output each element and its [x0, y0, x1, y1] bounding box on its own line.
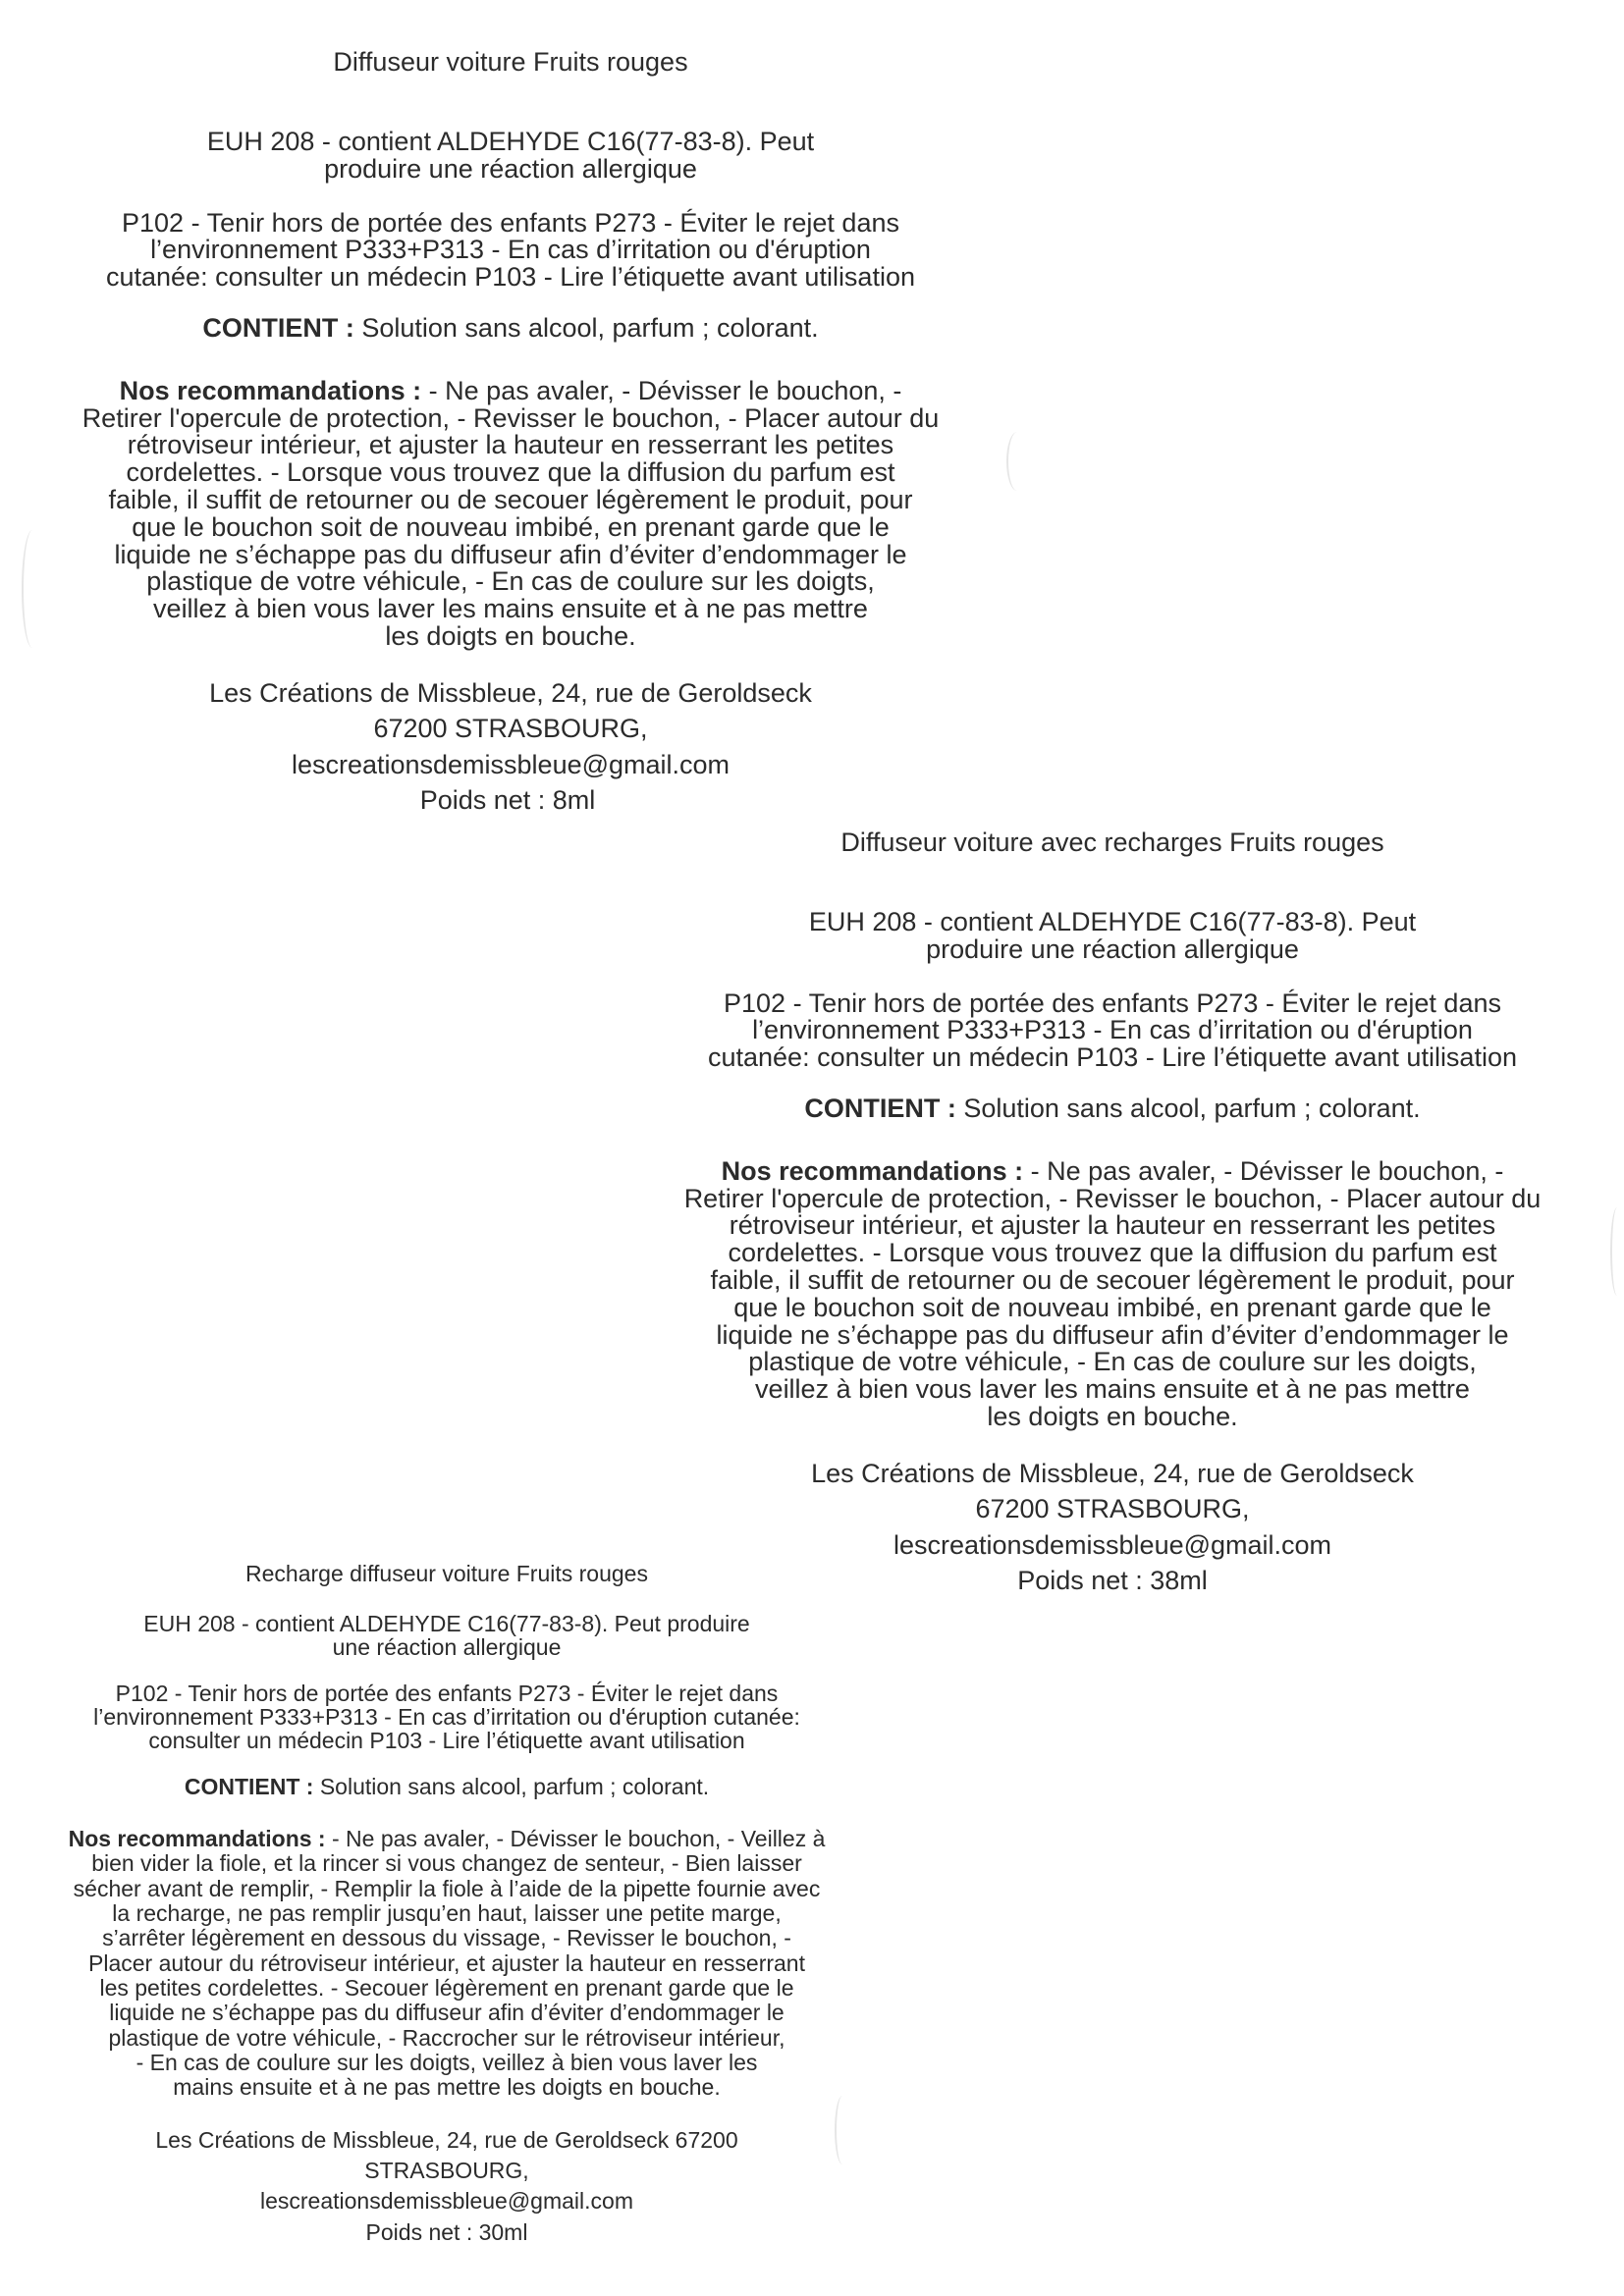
company-line: Les Créations de Missbleue, 24, rue de Geroldseck	[209, 677, 812, 708]
precaution-statement	[15, 1682, 879, 1752]
recs-line: faible, il suffit de retourner ou de secouer légèrement le produit, pour	[710, 1264, 1515, 1295]
label-diffuseur-avec-recharges	[617, 828, 1608, 1599]
contains-text: Solution sans alcool, parfum ; colorant.	[313, 1774, 710, 1800]
recs-line: Placer autour du rétroviseur intérieur, et ajuster la hauteur en resserrant	[88, 1949, 805, 1976]
recs-line: les doigts en bouche.	[385, 620, 636, 651]
company-email: lescreationsdemissbleue@gmail.com	[893, 1529, 1332, 1560]
recs-line: mains ensuite et à ne pas mettre les doigts en bouche.	[173, 2074, 721, 2101]
recs-line: les doigts en bouche.	[987, 1401, 1238, 1431]
precaution-statement	[20, 207, 1001, 293]
label-diffuseur-voiture	[20, 47, 1001, 819]
contains-statement	[617, 1095, 1608, 1123]
hazard-statement	[617, 909, 1608, 964]
precaution-line: consulter un médecin P103 - Lire l’étiquette avant utilisation	[148, 1727, 745, 1753]
company-line: 67200 STRASBOURG,	[373, 714, 648, 744]
recs-line: veillez à bien vous laver les mains ensuite et à ne pas mettre	[153, 594, 868, 624]
recs-line: bien vider la fiole, et la rincer si vous changez de senteur, - Bien laisser	[91, 1850, 802, 1877]
recs-line: s’arrêter légèrement en dessous du vissage, - Revisser le bouchon, -	[102, 1925, 791, 1951]
recs-line: rétroviseur intérieur, et ajuster la hauteur en resserrant les petites	[127, 430, 894, 460]
recs-line: plastique de votre véhicule, - Raccrocher sur le rétroviseur intérieur,	[108, 2024, 785, 2051]
recs-label: Nos recommandations :	[119, 375, 422, 405]
company-line: 67200 STRASBOURG,	[975, 1494, 1250, 1524]
contains-label: CONTIENT :	[804, 1093, 956, 1123]
recs-line: cordelettes. - Lorsque vous trouvez que la diffusion du parfum est	[126, 457, 895, 488]
recs-line: cordelettes. - Lorsque vous trouvez que la diffusion du parfum est	[728, 1238, 1497, 1268]
company-address	[20, 675, 1001, 819]
recs-label: Nos recommandations :	[721, 1155, 1024, 1186]
recs-line: plastique de votre véhicule, - En cas de coulure sur les doigts,	[146, 566, 875, 597]
recs-text: - Ne pas avaler, - Dévisser le bouchon, -	[1023, 1155, 1504, 1186]
recs-line	[15, 1827, 879, 1851]
precaution-line: cutanée: consulter un médecin P103 - Lire l’étiquette avant utilisation	[105, 262, 915, 293]
recs-line: que le bouchon soit de nouveau imbibé, en prenant garde que le	[733, 1292, 1491, 1322]
recs-line: rétroviseur intérieur, et ajuster la hauteur en resserrant les petites	[729, 1210, 1496, 1241]
company-line: Les Créations de Missbleue, 24, rue de Geroldseck 67200	[155, 2127, 738, 2154]
label-title: Recharge diffuseur voiture Fruits rouges	[245, 1561, 648, 1586]
hazard-line: produire une réaction allergique	[926, 934, 1299, 964]
hazard-line: EUH 208 - contient ALDEHYDE C16(77-83-8). Peut produire	[143, 1611, 750, 1636]
recommendations	[15, 1827, 879, 2100]
recs-text: - Ne pas avaler, - Dévisser le bouchon, -	[421, 375, 902, 405]
net-weight: Poids net : 8ml	[419, 785, 596, 816]
recs-line: que le bouchon soit de nouveau imbibé, en prenant garde que le	[132, 511, 890, 542]
recommendations	[617, 1155, 1608, 1431]
precaution-line: P102 - Tenir hors de portée des enfants P273 - Éviter le rejet dans	[724, 988, 1501, 1018]
recommendations	[20, 375, 1001, 651]
recs-line: faible, il suffit de retourner ou de secouer légèrement le produit, pour	[108, 484, 913, 514]
precaution-line: P102 - Tenir hors de portée des enfants P273 - Éviter le rejet dans	[115, 1681, 779, 1707]
recs-line: Retirer l'opercule de protection, - Revisser le bouchon, - Placer autour du	[81, 402, 940, 433]
recs-label: Nos recommandations :	[68, 1826, 326, 1852]
recs-line: liquide ne s’échappe pas du diffuseur afin d’éviter d’endommager le	[716, 1319, 1509, 1350]
hazard-line: une réaction allergique	[332, 1633, 562, 1660]
contains-statement	[20, 312, 1001, 343]
precaution-line: l’environnement P333+P313 - En cas d’irritation ou d'éruption cutanée:	[93, 1704, 800, 1731]
recs-line	[617, 1155, 1608, 1186]
company-line: Les Créations de Missbleue, 24, rue de Geroldseck	[811, 1458, 1414, 1488]
contains-statement	[15, 1776, 879, 1799]
recs-line: Retirer l'opercule de protection, - Revisser le bouchon, - Placer autour du	[683, 1183, 1542, 1213]
recs-line: - En cas de coulure sur les doigts, veillez à bien vous laver les	[135, 2049, 758, 2075]
precaution-line: l’environnement P333+P313 - En cas d’irritation ou d'éruption	[752, 1015, 1473, 1045]
hazard-line: EUH 208 - contient ALDEHYDE C16(77-83-8). Peut	[206, 127, 815, 156]
recs-line: plastique de votre véhicule, - En cas de coulure sur les doigts,	[748, 1347, 1477, 1377]
label-title: Diffuseur voiture avec recharges Fruits rouges	[840, 828, 1384, 857]
recs-line: sécher avant de remplir, - Remplir la fiole à l’aide de la pipette fournie avec	[73, 1875, 821, 1901]
recs-line: liquide ne s’échappe pas du diffuseur afin d’éviter d’endommager le	[114, 539, 907, 569]
net-weight: Poids net : 38ml	[1017, 1566, 1208, 1596]
company-line: STRASBOURG,	[364, 2158, 529, 2184]
precaution-line: P102 - Tenir hors de portée des enfants P273 - Éviter le rejet dans	[122, 207, 899, 238]
company-email: lescreationsdemissbleue@gmail.com	[259, 2188, 633, 2215]
company-address	[15, 2125, 879, 2247]
scan-mark	[1006, 432, 1028, 491]
label-title: Diffuseur voiture Fruits rouges	[333, 47, 688, 77]
contains-text: Solution sans alcool, parfum ; colorant.	[353, 312, 819, 343]
contains-text: Solution sans alcool, parfum ; colorant.	[955, 1093, 1421, 1123]
recs-text: - Ne pas avaler, - Dévisser le bouchon, - Veillez à	[325, 1826, 826, 1852]
label-recharge-diffuseur	[15, 1561, 879, 2248]
hazard-statement	[20, 129, 1001, 184]
contains-label: CONTIENT :	[202, 312, 354, 343]
precaution-statement	[617, 990, 1608, 1072]
contains-label: CONTIENT :	[184, 1774, 314, 1800]
hazard-line: produire une réaction allergique	[324, 153, 697, 184]
recs-line: la recharge, ne pas remplir jusqu’en haut, laisser une petite marge,	[112, 1900, 782, 1927]
precaution-line: l’environnement P333+P313 - En cas d’irritation ou d'éruption	[150, 235, 871, 265]
scan-mark	[1610, 1207, 1624, 1296]
net-weight: Poids net : 30ml	[365, 2218, 528, 2245]
hazard-statement	[15, 1613, 879, 1659]
recs-line: les petites cordelettes. - Secouer légèrement en prenant garde que le	[99, 1974, 794, 2001]
recs-line: veillez à bien vous laver les mains ensuite et à ne pas mettre	[755, 1374, 1470, 1405]
precaution-line: cutanée: consulter un médecin P103 - Lire l’étiquette avant utilisation	[707, 1042, 1517, 1073]
company-email: lescreationsdemissbleue@gmail.com	[291, 749, 731, 779]
hazard-line: EUH 208 - contient ALDEHYDE C16(77-83-8). Peut	[808, 907, 1417, 936]
recs-line	[20, 375, 1001, 405]
recs-line: liquide ne s’échappe pas du diffuseur afin d’éviter d’endommager le	[109, 2000, 785, 2026]
